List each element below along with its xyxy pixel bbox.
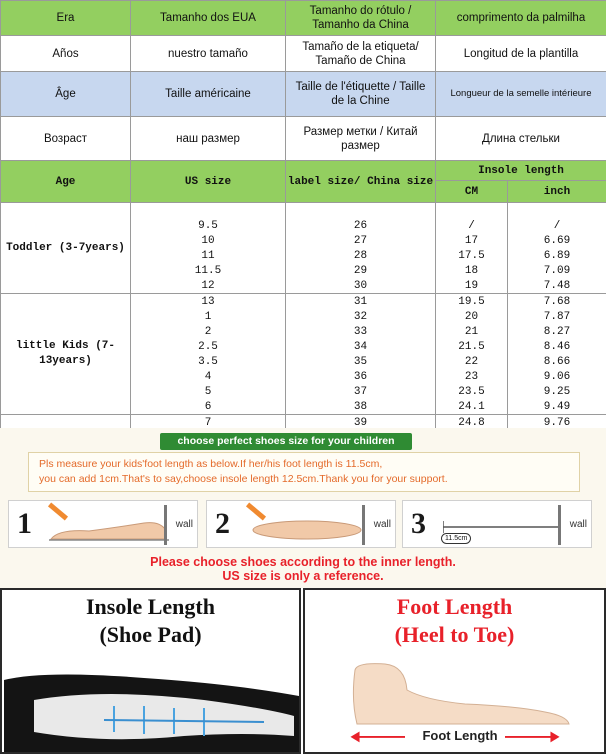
shoe-pad-subtitle: (Shoe Pad) xyxy=(99,622,202,647)
china-size-cell: 29 xyxy=(286,263,436,278)
us-size-cell: 11 xyxy=(131,248,286,263)
foot-length-caption: Foot Length xyxy=(422,728,498,743)
lang-cell: Longitud de la plantilla xyxy=(436,36,606,72)
guide-instructions xyxy=(28,452,580,492)
us-size-cell: 10 xyxy=(131,233,286,248)
lang-cell: Âge xyxy=(1,72,131,117)
insole-inch-cell xyxy=(508,203,606,219)
lang-cell: comprimento da palmilha xyxy=(436,1,606,36)
china-size-cell: 27 xyxy=(286,233,436,248)
china-size-cell: 26 xyxy=(286,218,436,233)
inch-header: inch xyxy=(508,181,606,203)
insole-cm-cell: 17 xyxy=(436,233,508,248)
lang-cell: Tamaño de la etiqueta/ Tamaño de China xyxy=(286,36,436,72)
china-size-cell: 37 xyxy=(286,384,436,399)
label-size-header: label size/ China size xyxy=(286,161,436,203)
foot-length-panel xyxy=(303,588,606,754)
note-line: Please choose shoes according to the inner length. xyxy=(150,555,456,569)
insole-inch-cell: 9.76 xyxy=(508,415,606,431)
us-size-cell: 5 xyxy=(131,384,286,399)
insole-inch-cell: / xyxy=(508,218,606,233)
lang-cell: Tamanho dos EUA xyxy=(131,1,286,36)
us-size-cell: 12 xyxy=(131,278,286,294)
lang-row-portuguese xyxy=(1,1,606,36)
age-group-label: Toddler (3-7years) xyxy=(1,203,131,294)
us-size-cell: 3.5 xyxy=(131,354,286,369)
size-chart-table xyxy=(0,160,606,431)
insole-cm-cell xyxy=(436,203,508,219)
us-size-cell xyxy=(131,203,286,219)
lang-cell: Era xyxy=(1,1,131,36)
insole-cm-cell: 23 xyxy=(436,369,508,384)
insole-cm-cell: 18 xyxy=(436,263,508,278)
lang-cell: Longueur de la semelle intérieure xyxy=(436,72,606,117)
size-row xyxy=(1,203,606,219)
insole-cm-cell: 23.5 xyxy=(436,384,508,399)
china-size-cell: 28 xyxy=(286,248,436,263)
insole-inch-cell: 7.09 xyxy=(508,263,606,278)
step-number: 2 xyxy=(215,507,230,540)
china-size-cell: 34 xyxy=(286,339,436,354)
measurement-badge: 11.5cm xyxy=(441,533,471,544)
lang-cell: Taille de l'étiquette / Taille de la Chine xyxy=(286,72,436,117)
guide-title: choose perfect shoes size for your children xyxy=(160,433,412,450)
lang-row-russian xyxy=(1,117,606,161)
us-size-cell: 2 xyxy=(131,324,286,339)
age-header: Age xyxy=(1,161,131,203)
lang-cell: Возраст xyxy=(1,117,131,161)
insole-shoe-icon xyxy=(4,670,299,752)
wall-label: wall xyxy=(569,519,587,530)
heel-to-toe-subtitle: (Heel to Toe) xyxy=(394,622,515,647)
china-size-cell: 39 xyxy=(286,415,436,431)
note-line: US size is only a reference. xyxy=(222,569,384,583)
inner-length-note xyxy=(0,555,606,583)
insole-inch-cell: 9.25 xyxy=(508,384,606,399)
lang-cell: Размер метки / Китай размер xyxy=(286,117,436,161)
insole-cm-cell: 21.5 xyxy=(436,339,508,354)
insole-inch-cell: 7.48 xyxy=(508,278,606,294)
insole-cm-cell: 19.5 xyxy=(436,294,508,310)
china-size-cell: 30 xyxy=(286,278,436,294)
insole-inch-cell: 8.27 xyxy=(508,324,606,339)
lang-cell: Tamanho do rótulo / Tamanho da China xyxy=(286,1,436,36)
us-size-cell: 7 xyxy=(131,415,286,431)
insole-cm-cell: 24.1 xyxy=(436,399,508,415)
us-size-cell: 6 xyxy=(131,399,286,415)
insole-cm-cell: 20 xyxy=(436,309,508,324)
size-row xyxy=(1,294,606,310)
insole-cm-cell: 17.5 xyxy=(436,248,508,263)
insole-length-title: Insole Length xyxy=(86,594,215,619)
us-size-cell: 13 xyxy=(131,294,286,310)
insole-inch-cell: 9.06 xyxy=(508,369,606,384)
lang-cell: наш размер xyxy=(131,117,286,161)
insole-inch-cell: 7.68 xyxy=(508,294,606,310)
foot-side-view-icon xyxy=(345,660,575,730)
china-size-cell: 31 xyxy=(286,294,436,310)
insole-cm-cell: 24.8 xyxy=(436,415,508,431)
foot-length-title: Foot Length xyxy=(396,594,513,619)
insole-inch-cell: 8.66 xyxy=(508,354,606,369)
wall-icon xyxy=(164,505,167,545)
step-number: 1 xyxy=(17,507,32,540)
china-size-cell: 38 xyxy=(286,399,436,415)
insole-inch-cell: 6.69 xyxy=(508,233,606,248)
china-size-cell xyxy=(286,203,436,219)
us-size-cell: 4 xyxy=(131,369,286,384)
insole-cm-cell: 21 xyxy=(436,324,508,339)
us-size-cell: 9.5 xyxy=(131,218,286,233)
lang-cell: Taille américaine xyxy=(131,72,286,117)
wall-icon xyxy=(558,505,561,545)
lang-row-french xyxy=(1,72,606,117)
size-header-row xyxy=(1,161,606,181)
lang-cell: Años xyxy=(1,36,131,72)
us-size-header: US size xyxy=(131,161,286,203)
insole-cm-cell: / xyxy=(436,218,508,233)
us-size-cell: 1 xyxy=(131,309,286,324)
cm-header: CM xyxy=(436,181,508,203)
guide-text-line: Pls measure your kids'foot length as below.If her/his foot length is 11.5cm, xyxy=(39,458,383,470)
china-size-cell: 35 xyxy=(286,354,436,369)
insole-length-header: Insole length xyxy=(436,161,606,181)
insole-inch-cell: 7.87 xyxy=(508,309,606,324)
insole-cm-cell: 22 xyxy=(436,354,508,369)
us-size-cell: 11.5 xyxy=(131,263,286,278)
insole-length-panel xyxy=(0,588,301,754)
insole-inch-cell: 8.46 xyxy=(508,339,606,354)
wall-icon xyxy=(362,505,365,545)
age-group-label: little Kids (7-13years) xyxy=(1,294,131,415)
wall-label: wall xyxy=(175,519,193,530)
lang-cell: Длина стельки xyxy=(436,117,606,161)
wall-label: wall xyxy=(373,519,391,530)
insole-cm-cell: 19 xyxy=(436,278,508,294)
us-size-cell: 2.5 xyxy=(131,339,286,354)
measure-step-2 xyxy=(206,500,396,548)
lang-row-spanish xyxy=(1,36,606,72)
lang-cell: nuestro tamaño xyxy=(131,36,286,72)
insole-inch-cell: 9.49 xyxy=(508,399,606,415)
guide-text-line: you can add 1cm.That's to say,choose insole length 12.5cm.Thank you for your support. xyxy=(39,473,448,485)
china-size-cell: 33 xyxy=(286,324,436,339)
measure-step-3 xyxy=(402,500,592,548)
language-header-table xyxy=(0,0,606,161)
china-size-cell: 32 xyxy=(286,309,436,324)
china-size-cell: 36 xyxy=(286,369,436,384)
step-number: 3 xyxy=(411,507,426,540)
foot-top-icon xyxy=(247,517,367,543)
foot-side-icon xyxy=(49,517,169,543)
measure-step-1 xyxy=(8,500,198,548)
insole-inch-cell: 6.89 xyxy=(508,248,606,263)
